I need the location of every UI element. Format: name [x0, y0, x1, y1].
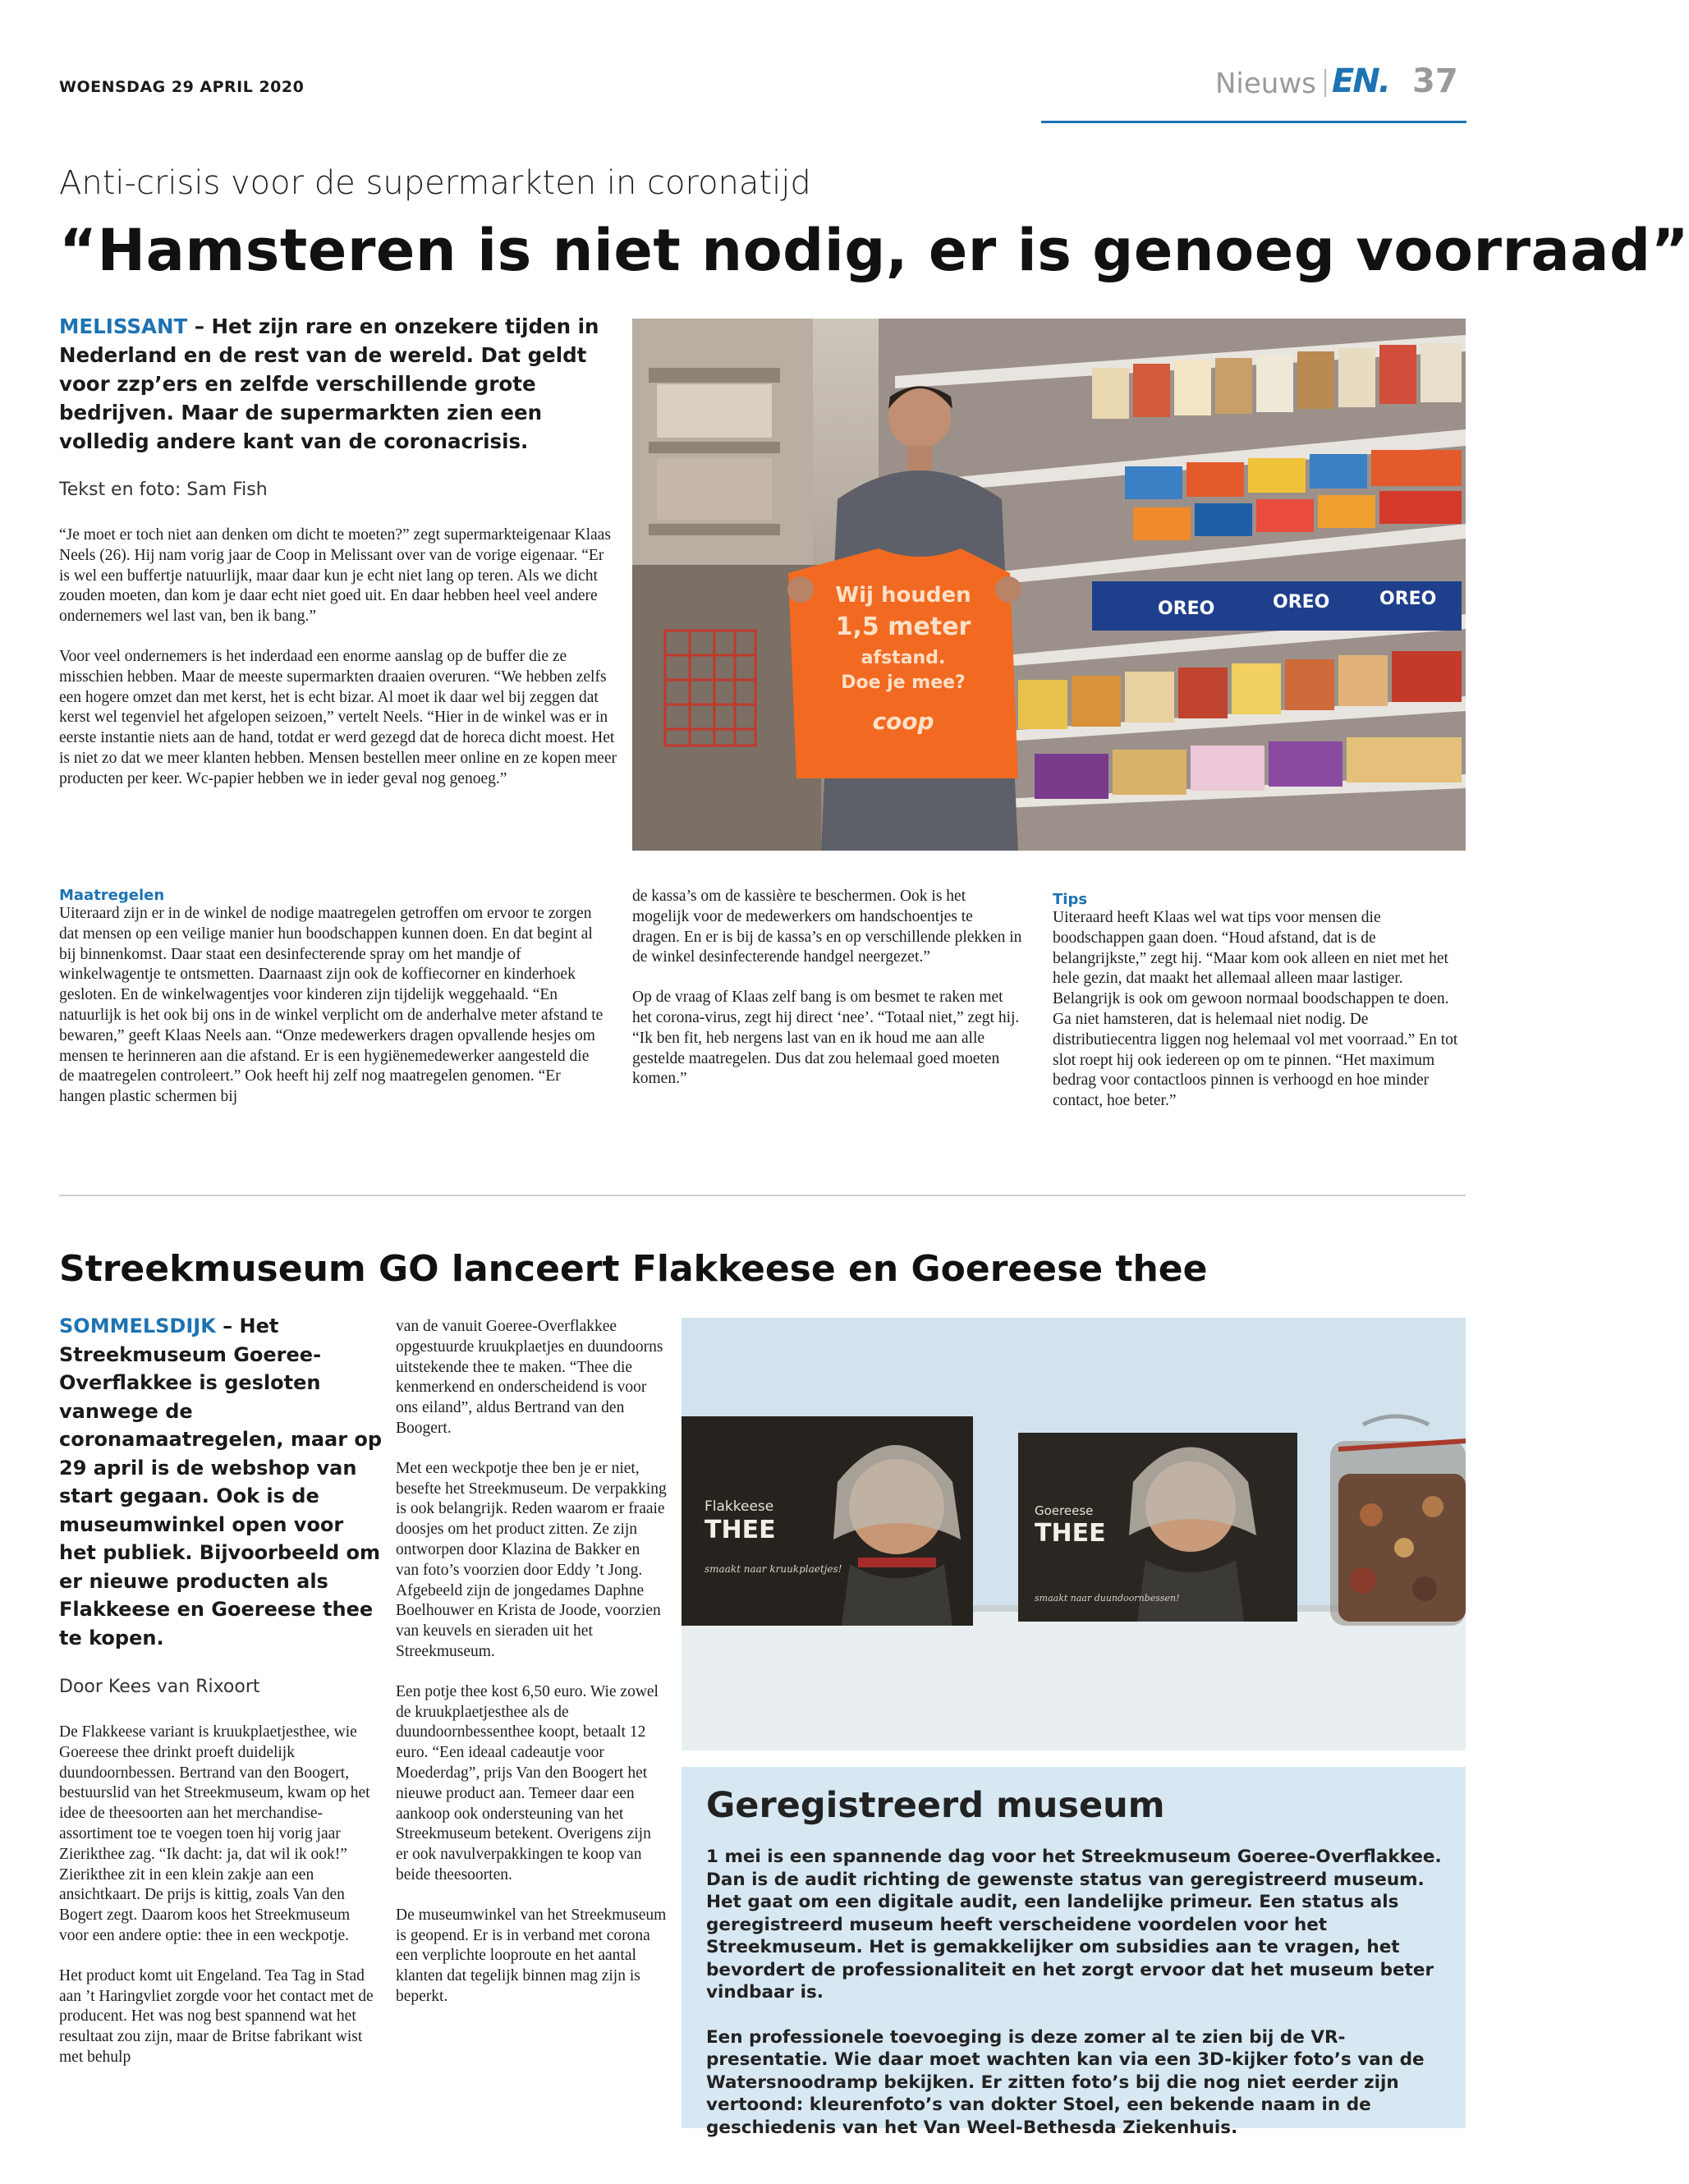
article2-dateline: SOMMELSDIJK: [59, 1315, 216, 1337]
article1-lead-column: [59, 525, 617, 810]
vest-brand: coop: [872, 708, 934, 735]
article-divider: [59, 1195, 1466, 1196]
vest-text-line: Doe je mee?: [841, 672, 966, 693]
article2-intro-text: – Het Streekmuseum Goeree-Overflakkee is gesloten vanwege de coronamaatregelen, maar op 29 april is de webshop van start gegaan. Ook is de museumwinkel open voor het publiek. Bijvoorbeeld om er nieuwe producten als Flakkeese en Goereese thee te kopen.: [59, 1315, 383, 1649]
subhead-tips: Tips: [1053, 891, 1088, 908]
box-text: [706, 1846, 1445, 2161]
article1-intro: [59, 312, 617, 456]
tips-text: Uiteraard heeft Klaas wel wat tips voor mensen die boodschappen gaan doen. “Houd afstand, dat is de belangrijkste,” zegt hij. “Maar kom ook alleen en niet met het hele gezin, dat maakt het allemaal alleen maar lastiger. Belangrijk is ook om gewoon normaal boodschappen te doen. Ga niet hamsteren, dat is helemaal niet nodig. De distributiecentra liggen nog helemaal vol met voorraad.” En tot slot roept hij ook iedereen op om te pinnen. “Het maximum bedrag voor contactloos pinnen is verhoogd en hoe minder contact, hoe beter.”: [1053, 909, 1458, 1110]
article2-byline: Door Kees van Rixoort: [59, 1677, 260, 1697]
vest-text-line: Wij houden: [835, 583, 971, 608]
article2-paragraph: van de vanuit Goeree-Overflakkee opgestuurde kruukplaetjes en duundoorns uitstekende thee te maken. “Thee die kenmerkend en onderscheidend is voor ons eiland”, aldus Bertrand van den Boogert.: [396, 1318, 663, 1437]
oreo-label: OREO: [1273, 592, 1330, 613]
article1-column2: [632, 887, 1022, 1109]
box-title: Geregistreerd museum: [706, 1785, 1165, 1826]
article2-intro: [59, 1312, 383, 1652]
vest-text-line: 1,5 meter: [835, 613, 971, 641]
page-date: WOENSDAG 29 APRIL 2020: [59, 78, 305, 96]
article1-paragraph: Op de vraag of Klaas zelf bang is om besmet te raken met het corona-virus, zegt hij direct ‘nee’. “Totaal niet,” zegt hij. “Ik ben fit, heb nergens last van en ik houd me aan alle gestelde maatregelen. Dus dat zou helemaal goed moeten komen.”: [632, 989, 1020, 1088]
article1-kicker: Anti-crisis voor de supermarkten in coronatijd: [59, 164, 811, 202]
oreo-label: OREO: [1379, 589, 1437, 609]
article2-paragraph: De Flakkeese variant is kruukplaetjesthee, wie Goereese thee drinkt proeft duidelijk duundoornbessen. Bertrand van den Boogert, bestuurslid van het Streekmuseum, kwam op het idee de theesoorten aan het merchandise-assortiment toe te voegen toen hij vorig jaar Zierikthee zag. “Ik dacht: ja, dat wil ik ook!” Zierikthee zit in een klein zakje aan een ansichtkaart. De prijs is kittig, zoals Van den Bogert zegt. Daarom koos het Streekmuseum voor een andere optie: thee in een weckpotje.: [59, 1723, 370, 1944]
tea-box-small-title: Flakkeese: [705, 1498, 774, 1515]
article1-byline: Tekst en foto: Sam Fish: [59, 479, 268, 500]
registered-museum-box: [682, 1767, 1466, 2138]
article1-dateline: MELISSANT: [59, 314, 188, 338]
subhead-maatregelen: Maatregelen: [59, 887, 165, 904]
maatregelen-text: Uiteraard zijn er in de winkel de nodige maatregelen getroffen om ervoor te zorgen dat mensen op een veilige manier hun boodschappen kunnen doen. En dat begint al bij binnenkomst. Daar staat een desinfecterende spray om het mandje of winkelwagentje te ontsmetten. Daarnaast zijn ook de koffiecorner en kinderhoek gesloten. En de winkelwagentjes voor kinderen zijn tijdelijk weggehaald. “En natuurlijk is het ook bij ons in de winkel verplicht om de anderhalve meter afstand te bewaren,” geeft Klaas Neels aan. “Onze medewerkers dragen opvallende hesjes om mensen te herinneren aan die afstand. Er is een hygiënemedewerker aangesteld die de maatregelen controleert.” Ook heeft hij zelf nog maatregelen genomen. “Er hangen plastic schermen bij: [59, 905, 604, 1106]
article1-column1: [59, 887, 605, 1108]
article2-headline: Streekmuseum GO lanceert Flakkeese en Goereese thee: [59, 1248, 1208, 1290]
supermarket-photo: [632, 319, 1466, 851]
article1-column3: [1053, 891, 1459, 1112]
supermarket-illustration: [632, 319, 1466, 851]
page-header-right: [1199, 62, 1466, 102]
tea-box-subtitle: smaakt naar duundoornbessen!: [1035, 1593, 1180, 1604]
oreo-label: OREO: [1158, 599, 1215, 619]
article2-paragraph: Een potje thee kost 6,50 euro. Wie zowel de kruukplaetjesthee als de duundoornbessenthee koopt, betaalt 12 euro. “Een ideaal cadeautje voor Moederdag”, prijs Van den Boogert het nieuwe product aan. Temeer daar een aankoop ook ondersteuning van het Streekmuseum betekent. Overigens zijn er ook navulverpakkingen te koop van beide theesoorten.: [396, 1682, 659, 1883]
box-paragraph: 1 mei is een spannende dag voor het Streekmuseum Goeree-Overflakkee. Dan is de audit richting de gewenste status van geregistreerd museum. Het gaat om een digitale audit, een landelijke primeur. Een status als geregistreerd museum heeft verscheidene voordelen voor het Streekmuseum. Het is gemakkelijker om subsidies aan te vragen, het bevordert de professionaliteit en het zorgt ervoor dat het museum beter vindbaar is.: [706, 1847, 1442, 2003]
tea-boxes-illustration: [682, 1318, 1466, 1750]
article2-column1: [59, 1723, 379, 2088]
article1-intro-text: – Het zijn rare en onzekere tijden in Nederland en de rest van de wereld. Dat geldt voor zzp’ers en zelfde verschillende grote bedrijven. Maar de supermarkten zien een volledig andere kant van de coronacrisis.: [59, 314, 599, 453]
article2-paragraph: De museumwinkel van het Streekmuseum is geopend. Er is in verband met corona een verplichte looproute en het aantal klanten dat tegelijk binnen mag zijn is beperkt.: [396, 1906, 667, 2005]
article1-headline: “Hamsteren is niet nodig, er is genoeg voorraad”: [59, 217, 1689, 284]
article1-paragraph: Voor veel ondernemers is het inderdaad een enorme aanslag op de buffer die ze misschien hebben. Maar de meeste supermarkten draaien overuren. “We hebben zelfs een hogere omzet dan met kerst, het is echt bizar. Al moet ik daar wel bij zeggen dat kerst wel tegenviel het afgelopen seizoen,” vertelt Neels. “Hier in de winkel was er in eerste instantie niets aan de hand, totdat er werd gezegd dat de horeca dicht moest. Het is niet zo dat we meer klanten hebben. Mensen bestellen meer online en ze kopen meer producten per keer. Wc-papier hebben we in ieder geval nog genoeg.”: [59, 647, 617, 787]
vest-text-line: afstand.: [861, 648, 946, 668]
tea-box-small-title: Goereese: [1035, 1503, 1094, 1518]
page-number: 37: [1412, 62, 1458, 100]
header-rule: [1041, 121, 1466, 123]
article2-paragraph: Het product komt uit Engeland. Tea Tag in Stad aan ’t Haringvliet zorgde voor het contact met de producent. Het was nog best spannend wat het resultaat zou zijn, maar de Britse fabrikant wist met behulp: [59, 1966, 374, 2066]
article2-column2: [396, 1317, 667, 2027]
tea-box-subtitle: smaakt naar kruukplaetjes!: [705, 1563, 842, 1575]
section-label: Nieuws: [1215, 67, 1316, 100]
article1-paragraph: “Je moet er toch niet aan denken om dicht te moeten?” zegt supermarkteigenaar Klaas Neels (26). Hij nam vorig jaar de Coop in Melissant over van de vorige eigenaar. “Er is wel een buffertje natuurlijk, maar daar kun je echt niet lang op teren. Als we dicht zouden moeten, dan kom je daar echt niet goed uit. En daar hebben heel veel andere ondernemers wel last van, ben ik bang.”: [59, 526, 611, 626]
box-paragraph: Een professionele toevoeging is deze zomer al te zien bij de VR-presentatie. Wie daar moet wachten kan via een 3D-kijker foto’s van de Watersnoodramp bekijken. Er zitten foto’s bij die nog niet eerder zijn vertoond: kleurenfoto’s van dokter Stoel, een bekende naam in de geschiedenis van het Van Weel-Bethesda Ziekenhuis.: [706, 2026, 1425, 2138]
tea-boxes-photo: [682, 1318, 1466, 1750]
article2-paragraph: Met een weckpotje thee ben je er niet, besefte het Streekmuseum. De verpakking is ook belangrijk. Reden waarom er fraaie doosjes om het product zitten. Ze zijn ontworpen door Klazina de Bakker en van foto’s voorzien door Eddy ’t Jong. Afgebeeld zijn de jongedames Daphne Boelhouwer en Krista de Joode, voorzien van keuvels en sieraden uit het Streekmuseum.: [396, 1459, 667, 1660]
article1-paragraph: de kassa’s om de kassière te beschermen. Ook is het mogelijk voor de medewerkers om handschoentjes te dragen. En er is bij de kassa’s en op verschillende plekken in de winkel desinfecterende handgel neergezet.”: [632, 888, 1022, 966]
tea-box-title: THEE: [705, 1516, 776, 1544]
tea-box-title: THEE: [1035, 1519, 1106, 1548]
newspaper-logo: EN.: [1332, 62, 1389, 100]
header-separator: [1324, 69, 1326, 97]
